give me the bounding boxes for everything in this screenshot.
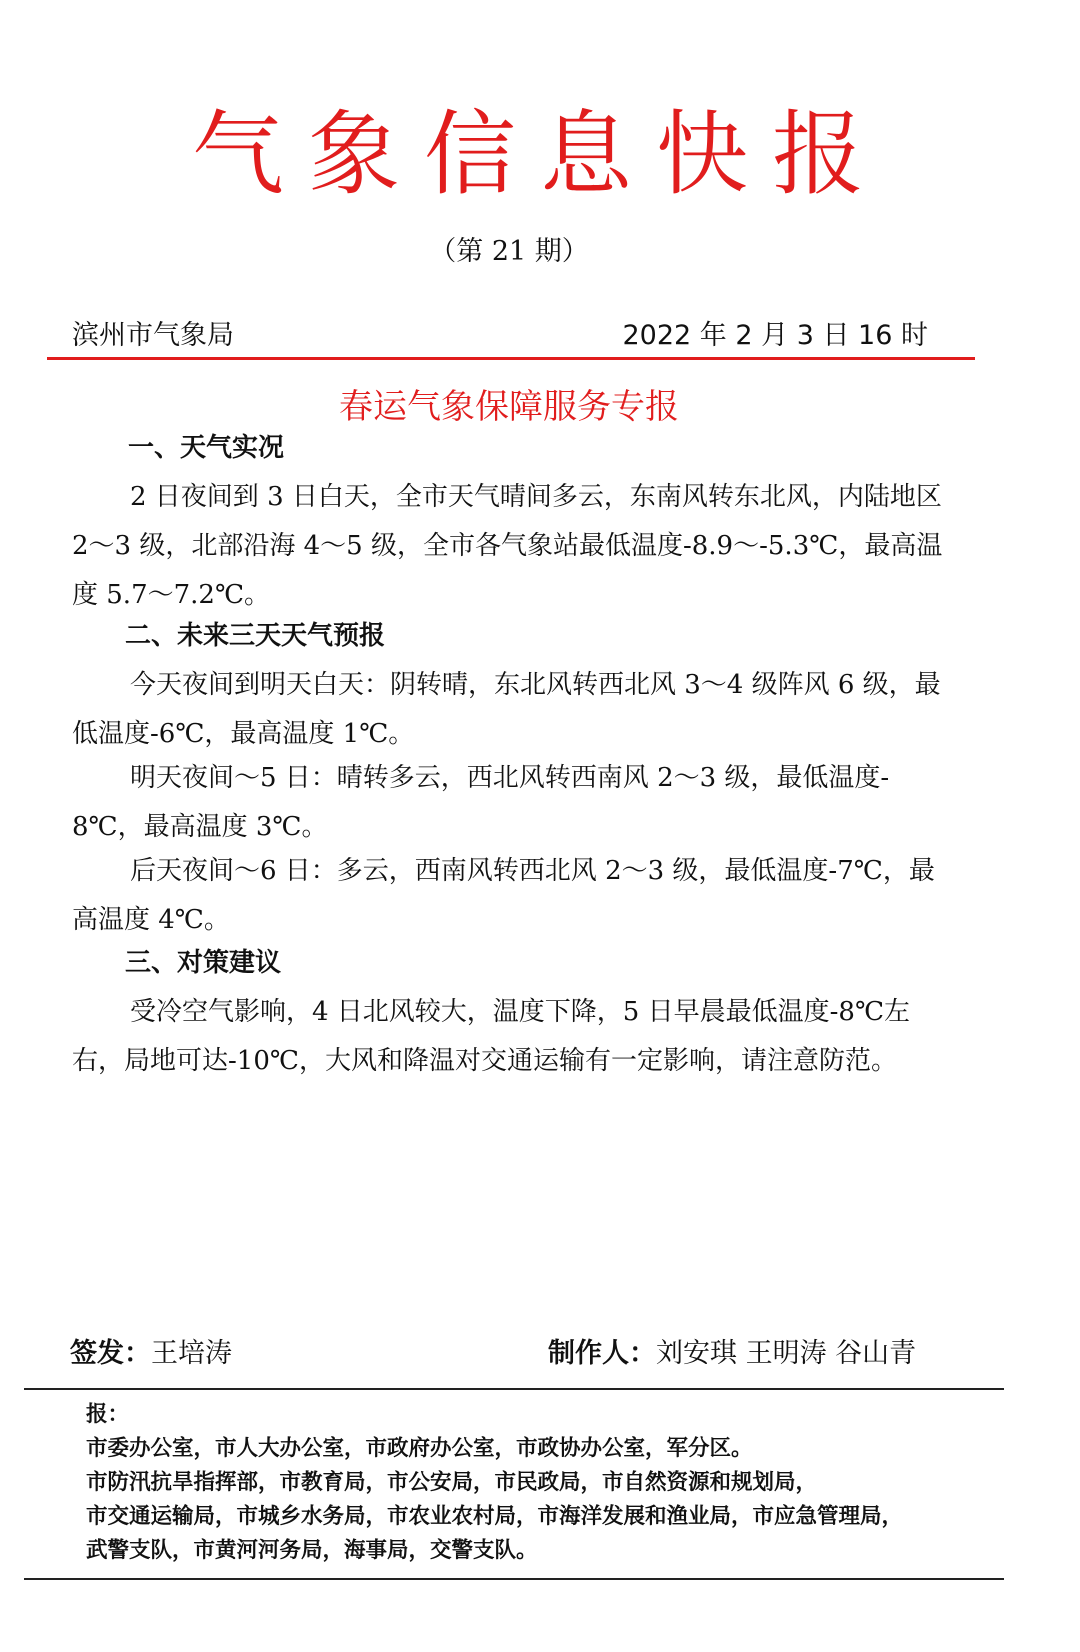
distribution-line: 市防汛抗旱指挥部，市教育局，市公安局，市民政局，市自然资源和规划局， <box>86 1470 818 1495</box>
issuer-label: 签发： <box>70 1338 151 1369</box>
advice-paragraph: 受冷空气影响，4 日北风较大，温度下降，5 日早晨最低温度-8℃左右，局地可达-10℃，大风和降温对交通运输有一定影响，请注意防范。 <box>72 997 911 1076</box>
issuer-name: 王培涛 <box>151 1338 232 1369</box>
forecast-paragraph-3: 后天夜间～6 日：多云，西南风转西北风 2～3 级，最低温度-7℃，最高温度 4℃。 <box>72 856 935 935</box>
makers-signature <box>548 1334 916 1374</box>
observed-paragraph: 2 日夜间到 3 日白天，全市天气晴间多云，东南风转东北风，内陆地区 2～3 级，北部沿海 4～5 级，全市各气象站最低温度-8.9～-5.3℃，最高温度 5.7～7.2℃。 <box>72 482 943 610</box>
red-divider <box>47 357 975 360</box>
issuer-signature <box>70 1334 232 1374</box>
forecast-paragraph-2: 明天夜间～5 日：晴转多云，西北风转西南风 2～3 级，最低温度-8℃，最高温度 3℃。 <box>72 763 890 842</box>
makers-names: 刘安琪 王明涛 谷山青 <box>656 1338 917 1369</box>
report-subtitle: 春运气象保障服务专报 <box>339 387 679 427</box>
issuing-organization: 滨州市气象局 <box>72 320 234 351</box>
makers-label: 制作人： <box>548 1338 656 1369</box>
distribution-line: 市交通运输局，市城乡水务局，市农业农村局，市海洋发展和渔业局，市应急管理局， <box>86 1504 904 1529</box>
distribution-line: 市委办公室，市人大办公室，市政府办公室，市政协办公室，军分区。 <box>86 1436 753 1461</box>
issue-datetime: 2022 年 2 月 3 日 16 时 <box>622 320 928 351</box>
distribution-bottom-rule <box>24 1578 1004 1580</box>
distribution-top-rule <box>24 1388 1004 1390</box>
section-heading-observed: 一、天气实况 <box>128 433 285 463</box>
section-heading-forecast: 二、未来三天天气预报 <box>125 621 386 651</box>
issue-number: （第 21 期） <box>429 236 589 267</box>
section-heading-advice: 三、对策建议 <box>125 948 282 978</box>
distribution-line: 武警支队，市黄河河务局，海事局，交警支队。 <box>86 1538 538 1563</box>
forecast-paragraph-1: 今天夜间到明天白天：阴转晴，东北风转西北风 3～4 级阵风 6 级，最低温度-6℃，最高温度 1℃。 <box>72 670 941 749</box>
distribution-label: 报： <box>86 1402 130 1427</box>
masthead-title: 气象信息快报 <box>191 101 888 208</box>
